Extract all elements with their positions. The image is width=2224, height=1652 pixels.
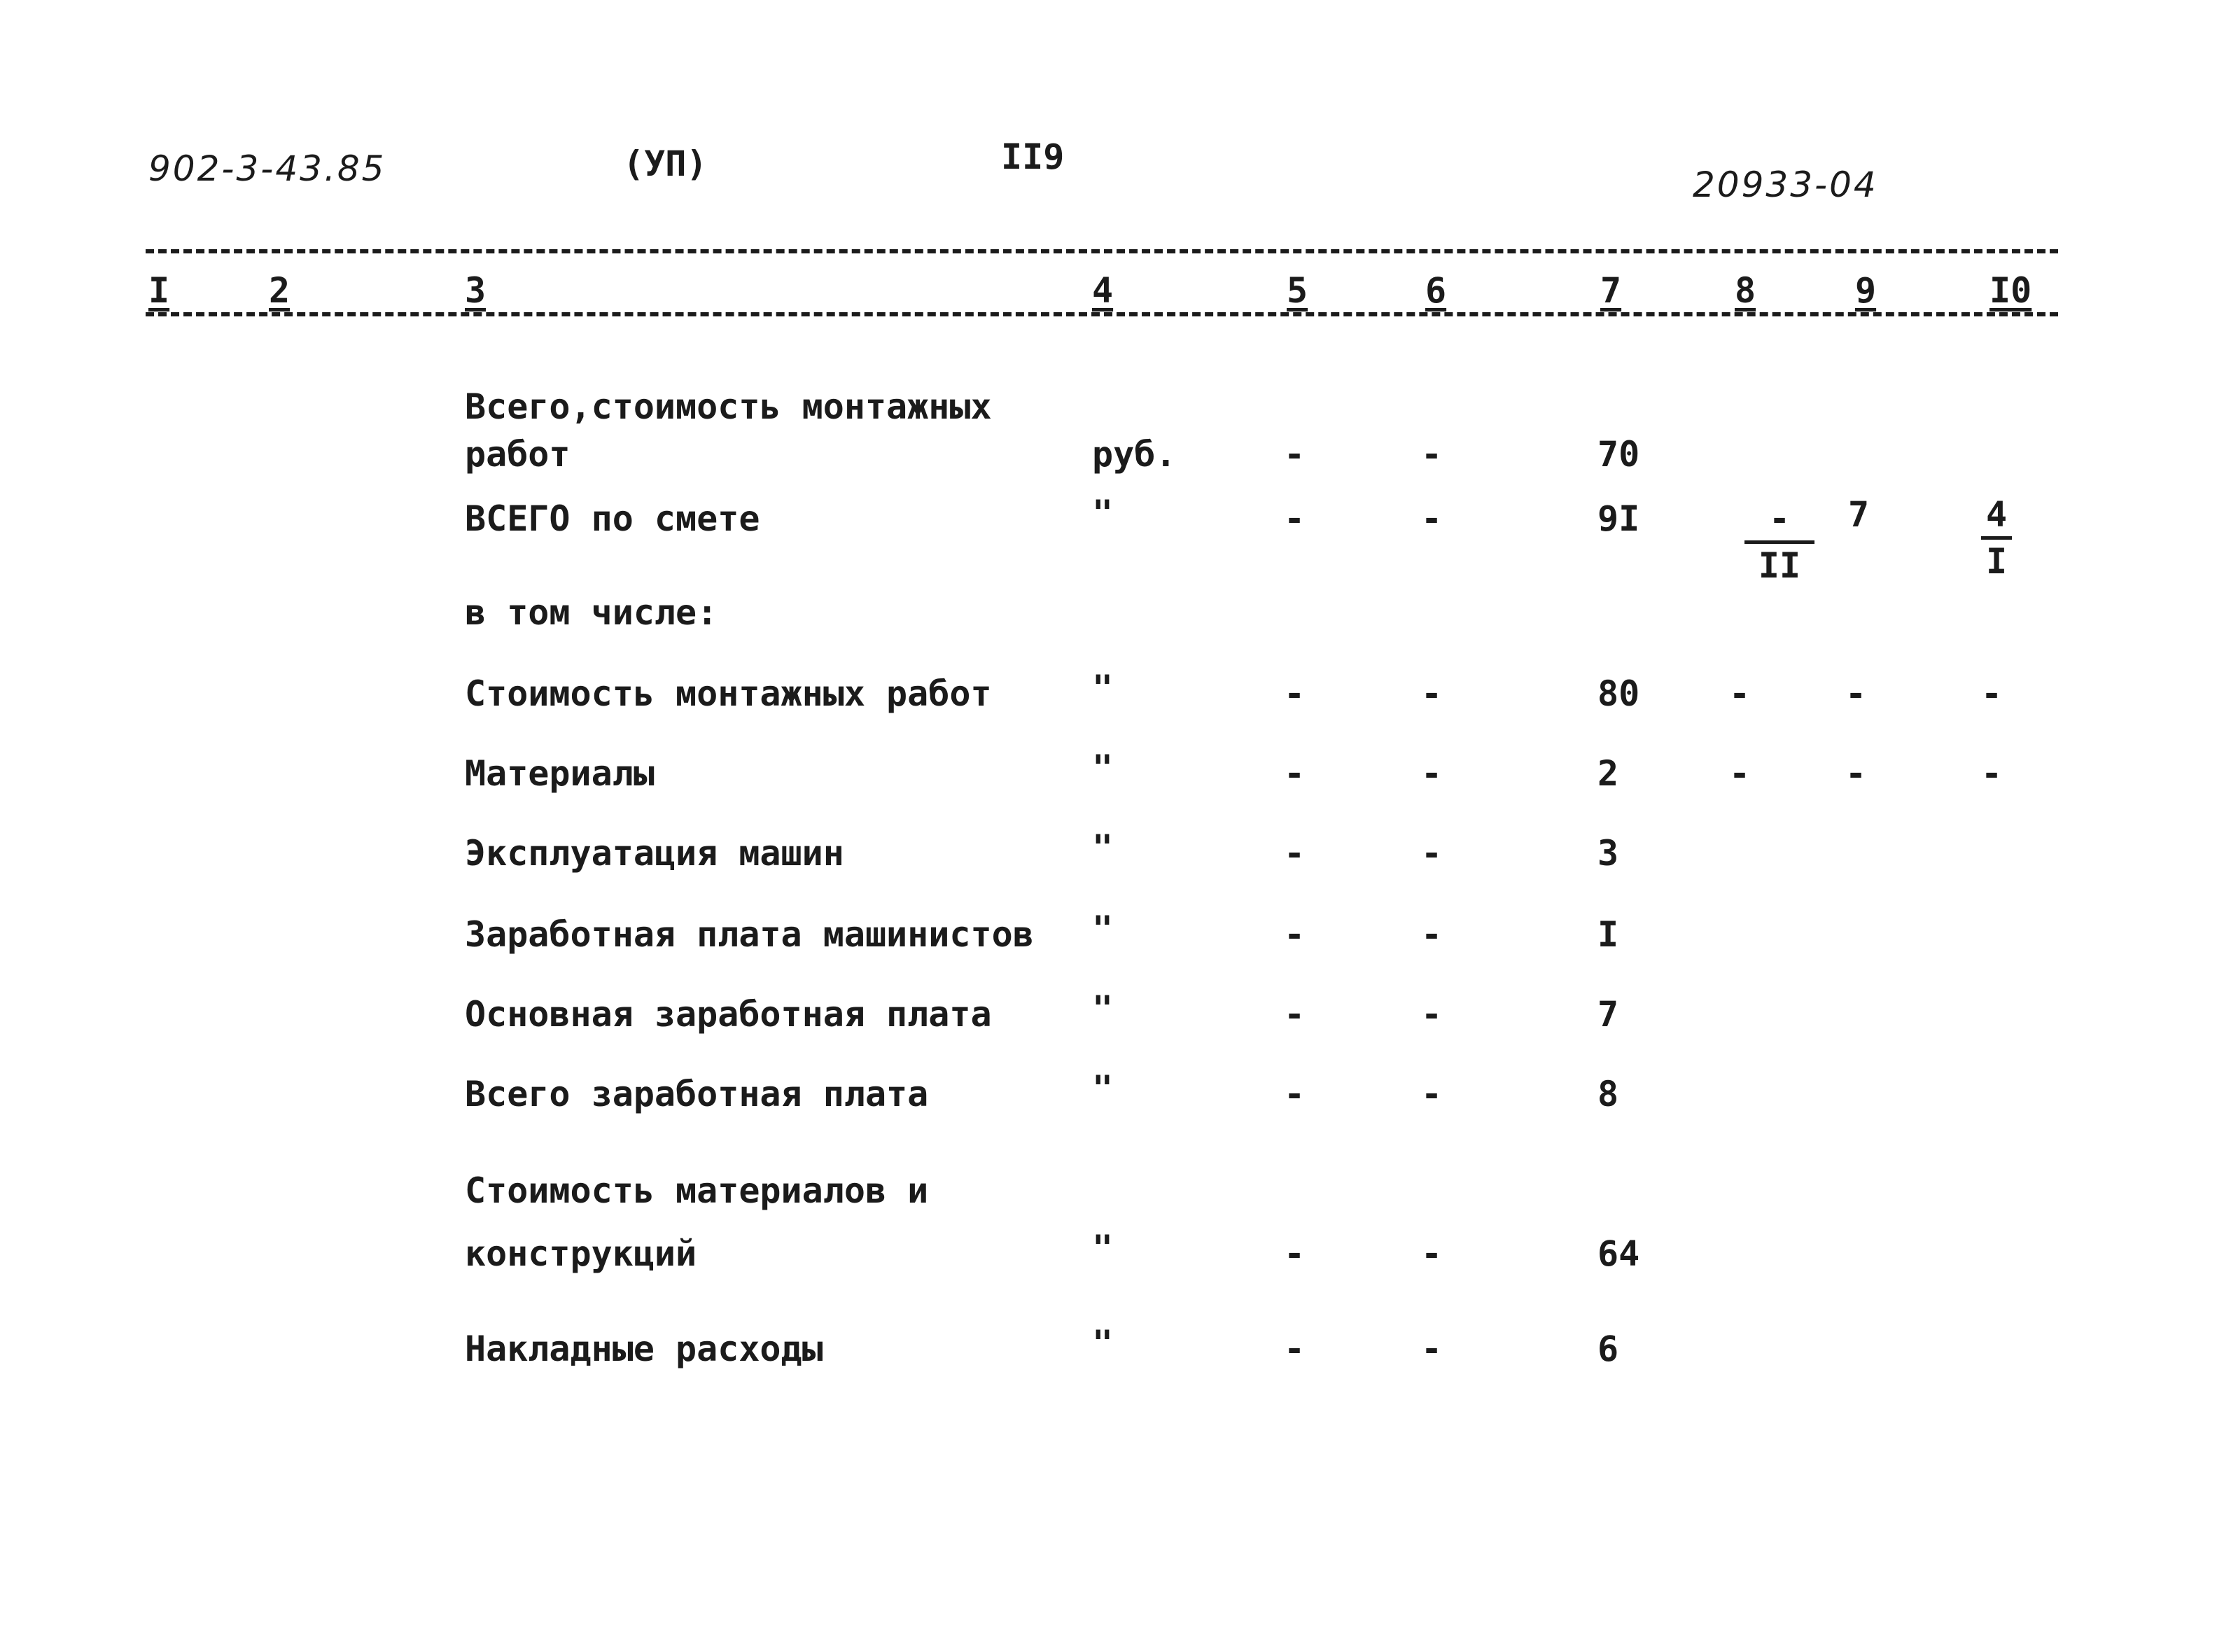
col-number-7: 7 bbox=[1600, 270, 1622, 311]
col6-cell: - bbox=[1421, 753, 1443, 794]
unit-cell: " bbox=[1092, 1068, 1114, 1109]
col5-cell: - bbox=[1284, 498, 1306, 539]
col5-cell: - bbox=[1284, 753, 1306, 794]
col8-numerator: - bbox=[1768, 498, 1791, 539]
unit-cell: " bbox=[1092, 1323, 1114, 1364]
col9-cell: - bbox=[1845, 673, 1867, 714]
col8-denominator: II bbox=[1758, 545, 1801, 586]
col10-denominator: I bbox=[1985, 541, 2008, 582]
section-code: (УП) bbox=[623, 144, 708, 184]
unit-cell: " bbox=[1092, 748, 1114, 788]
col-number-5: 5 bbox=[1287, 270, 1308, 311]
col6-cell: - bbox=[1421, 833, 1443, 874]
row-label: Материалы bbox=[465, 753, 655, 794]
row-label: Стоимость материалов и bbox=[465, 1170, 929, 1211]
row-label: Всего,стоимость монтажных bbox=[465, 386, 992, 427]
col7-cell: 80 bbox=[1597, 673, 1640, 714]
col5-cell: - bbox=[1284, 994, 1306, 1035]
col6-cell: - bbox=[1421, 498, 1443, 539]
col5-cell: - bbox=[1284, 914, 1306, 955]
col7-cell: 3 bbox=[1597, 833, 1619, 874]
col10-fraction bbox=[1981, 494, 2012, 582]
col6-cell: - bbox=[1421, 1233, 1443, 1274]
col-number-6: 6 bbox=[1425, 270, 1447, 311]
col6-cell: - bbox=[1421, 994, 1443, 1035]
unit-cell: " bbox=[1092, 827, 1114, 868]
col10-cell: - bbox=[1981, 753, 2003, 794]
col9-cell: 7 bbox=[1848, 494, 1870, 535]
row-label: Заработная плата машинистов bbox=[465, 914, 1034, 955]
row-label: Эксплуатация машин bbox=[465, 833, 844, 874]
col5-cell: - bbox=[1284, 1074, 1306, 1114]
unit-cell: руб. bbox=[1092, 434, 1177, 475]
col-number-8: 8 bbox=[1735, 270, 1756, 311]
col7-cell: 8 bbox=[1597, 1074, 1619, 1114]
row-label-continued: работ bbox=[465, 434, 571, 475]
archive-code: 20933-04 bbox=[1693, 164, 1878, 205]
col9-cell: - bbox=[1845, 753, 1867, 794]
col-number-3: 3 bbox=[465, 270, 487, 311]
header-top-rule bbox=[146, 249, 2058, 253]
unit-cell: " bbox=[1092, 493, 1114, 533]
header-bottom-rule bbox=[146, 312, 2058, 316]
col7-cell: 70 bbox=[1597, 434, 1640, 475]
col8-fraction bbox=[1744, 498, 1814, 586]
col7-cell: 7 bbox=[1597, 994, 1619, 1035]
row-label: Стоимость монтажных работ bbox=[465, 673, 992, 714]
col-number-10: I0 bbox=[1989, 270, 2032, 311]
unit-cell: " bbox=[1092, 909, 1114, 949]
col8-cell: - bbox=[1729, 673, 1751, 714]
col6-cell: - bbox=[1421, 914, 1443, 955]
col7-cell: 6 bbox=[1597, 1329, 1619, 1369]
col7-cell: I bbox=[1597, 914, 1619, 955]
col5-cell: - bbox=[1284, 833, 1306, 874]
col6-cell: - bbox=[1421, 1074, 1443, 1114]
col-number-2: 2 bbox=[269, 270, 291, 311]
col10-numerator: 4 bbox=[1985, 494, 2008, 535]
col10-cell: - bbox=[1981, 673, 2003, 714]
col-number-9: 9 bbox=[1855, 270, 1877, 311]
col8-cell: - bbox=[1729, 753, 1751, 794]
col-number-1: I bbox=[148, 270, 170, 311]
row-label: Основная заработная плата bbox=[465, 994, 992, 1035]
fraction-bar bbox=[1981, 536, 2012, 540]
col6-cell: - bbox=[1421, 1329, 1443, 1369]
unit-cell: " bbox=[1092, 1228, 1114, 1268]
unit-cell: " bbox=[1092, 988, 1114, 1029]
col5-cell: - bbox=[1284, 434, 1306, 475]
col6-cell: - bbox=[1421, 673, 1443, 714]
row-label: в том числе: bbox=[465, 592, 718, 633]
col5-cell: - bbox=[1284, 673, 1306, 714]
col5-cell: - bbox=[1284, 1329, 1306, 1369]
row-label: Накладные расходы bbox=[465, 1329, 823, 1369]
col7-cell: 9I bbox=[1597, 498, 1640, 539]
row-label: Всего заработная плата bbox=[465, 1074, 929, 1114]
col7-cell: 64 bbox=[1597, 1233, 1640, 1274]
row-label-continued: конструкций bbox=[465, 1233, 697, 1274]
col5-cell: - bbox=[1284, 1233, 1306, 1274]
col7-cell: 2 bbox=[1597, 753, 1619, 794]
page-number: II9 bbox=[1001, 136, 1065, 177]
fraction-bar bbox=[1744, 540, 1814, 544]
unit-cell: " bbox=[1092, 668, 1114, 708]
col-number-4: 4 bbox=[1092, 270, 1114, 311]
row-label: ВСЕГО по смете bbox=[465, 498, 760, 539]
col6-cell: - bbox=[1421, 434, 1443, 475]
document-code: 902-3-43.85 bbox=[148, 148, 386, 189]
